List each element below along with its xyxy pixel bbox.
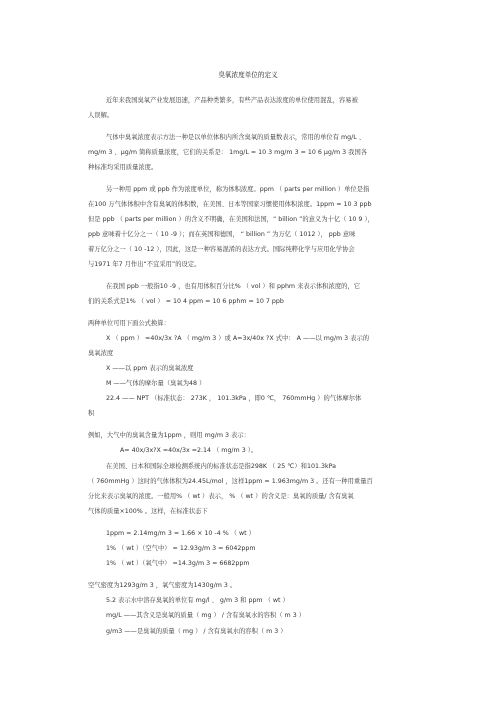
text-line: 在美国、日本和国际全球检测系统内的标准状态是指298K （ 25 ℃）和101.3kPa <box>106 463 337 470</box>
text-line: 1% （ wt ）（氧气中） =14.3g/m 3 = 6682ppm <box>106 560 250 567</box>
text-line: 另一种用 ppm 或 ppb 作为浓度单位，称为体积浓度。ppm （ parts per million ）单位是指 <box>106 186 370 193</box>
text-line: 两种单位可用下面公式换算： <box>88 320 170 327</box>
text-line: 们的关系式是1% （ vol ） = 10 4 ppm = 10 6 pphm = 10 7 ppb <box>88 298 284 305</box>
text-line: 5.2 表示水中溶存臭氧的单位有 mg/l 、 g/m 3 和 ppm （ wt ） <box>106 597 289 604</box>
text-line: mg/L ——其含义是臭氧的质量（ mg ） / 含有臭氧水的容积（ m 3 ） <box>106 612 305 619</box>
text-line: 近年来我国臭氧产业发展迅速，产品种类繁多，有些产品表达浓度的单位使用混乱，容易被 <box>106 97 358 104</box>
text-line: 种标准均采用质量浓度。 <box>88 164 158 171</box>
text-line: 分比来表示臭氧的浓度。一般用% （ wt ）表示， % （ wt ）的含义是：臭氧的质量/ 含有臭氧 <box>88 493 354 500</box>
text-line: X ——以 ppm 表示的臭氧浓度 <box>106 365 194 372</box>
text-line: 气体的质量×100% 。这样，在标准状态下 <box>88 508 208 515</box>
text-line: 但是 ppb （ parts per million ）的含义不明确，在美国和法国，“ billion ”的意义为十亿（ 10 9 ）， <box>88 216 374 223</box>
text-line: M ——气体的摩尔量（臭氧为48 ） <box>106 380 206 387</box>
text-line: 气体中臭氧浓度表示方法一种是以单位体积内所含臭氧的质量数表示，常用的单位有 mg/L 、 <box>106 134 366 141</box>
text-line: 积 <box>88 410 95 417</box>
text-line: 着万亿分之一（ 10 -12 ），因此，这是一种容易混淆的表达方式。国际纯粹化学与应用化学协会 <box>88 246 355 253</box>
text-line: mg/m 3 、μg/m 简称质量浓度，它们的关系是： 1mg/L = 10 3 mg/m 3 = 10 6 μg/m 3 我国各 <box>88 149 368 156</box>
text-line: g/m3 ——是臭氧的质量（ mg ） / 含有臭氧水的容积（ m 3 ） <box>106 628 287 635</box>
text-line: 1ppm = 2.14mg/m 3 = 1.66 × 10 -4 % （ wt ） <box>106 530 255 537</box>
text-line: 人误解。 <box>88 112 114 119</box>
text-line: 臭氧浓度 <box>88 350 114 357</box>
text-line: 与1971 年7 月作出“不宜采用”的设定。 <box>88 261 201 268</box>
text-line: X （ ppm ） =40x/3x ?A （ mg/m 3 ）或 A=3x/40x ?X 式中： A ——以 mg/m 3 表示的 <box>106 335 370 342</box>
text-line: 例如，大气中的臭氧含量为1ppm ，则用 mg/m 3 表示： <box>88 432 250 439</box>
text-line: ppb 意味着十亿分之一（ 10 -9 ）；而在英国和德国， “ billion ” 为万亿（ 1012 ）， ppb 意味 <box>88 231 356 238</box>
text-line: A= 40x/3x?X =40x/3x =2.14 （ mg/m 3 ）。 <box>120 447 258 454</box>
document-title: 臭氧浓度单位的定义 <box>218 71 278 79</box>
text-line: （ 760mmHg ）这时的气体体积为24.45L/mol ，这样1ppm = 1.963mg/m 3 。还有一种用重量百 <box>88 478 373 485</box>
text-line: 空气密度为1293g/m 3 ，氧气密度为1430g/m 3 。 <box>88 582 237 589</box>
text-line: 在我国 ppb 一般指10 -9 ，也有用体积百分比% （ vol ）和 pphm 来表示体积浓度的，它 <box>106 283 361 290</box>
text-line: 22.4 —— NPT （标准状态： 273K ， 101.3kPa ，即0 ℃， 760mmHg ）的气体摩尔体 <box>106 395 362 402</box>
text-line: 1% （ wt ）（空气中） = 12.93g/m 3 = 6042ppm <box>106 545 256 552</box>
text-line: 在100 万气体体积中含有臭氧的体积数，在美国、日本等国家习惯使用体积浓度。1ppm = 10 3 ppb <box>88 201 372 208</box>
